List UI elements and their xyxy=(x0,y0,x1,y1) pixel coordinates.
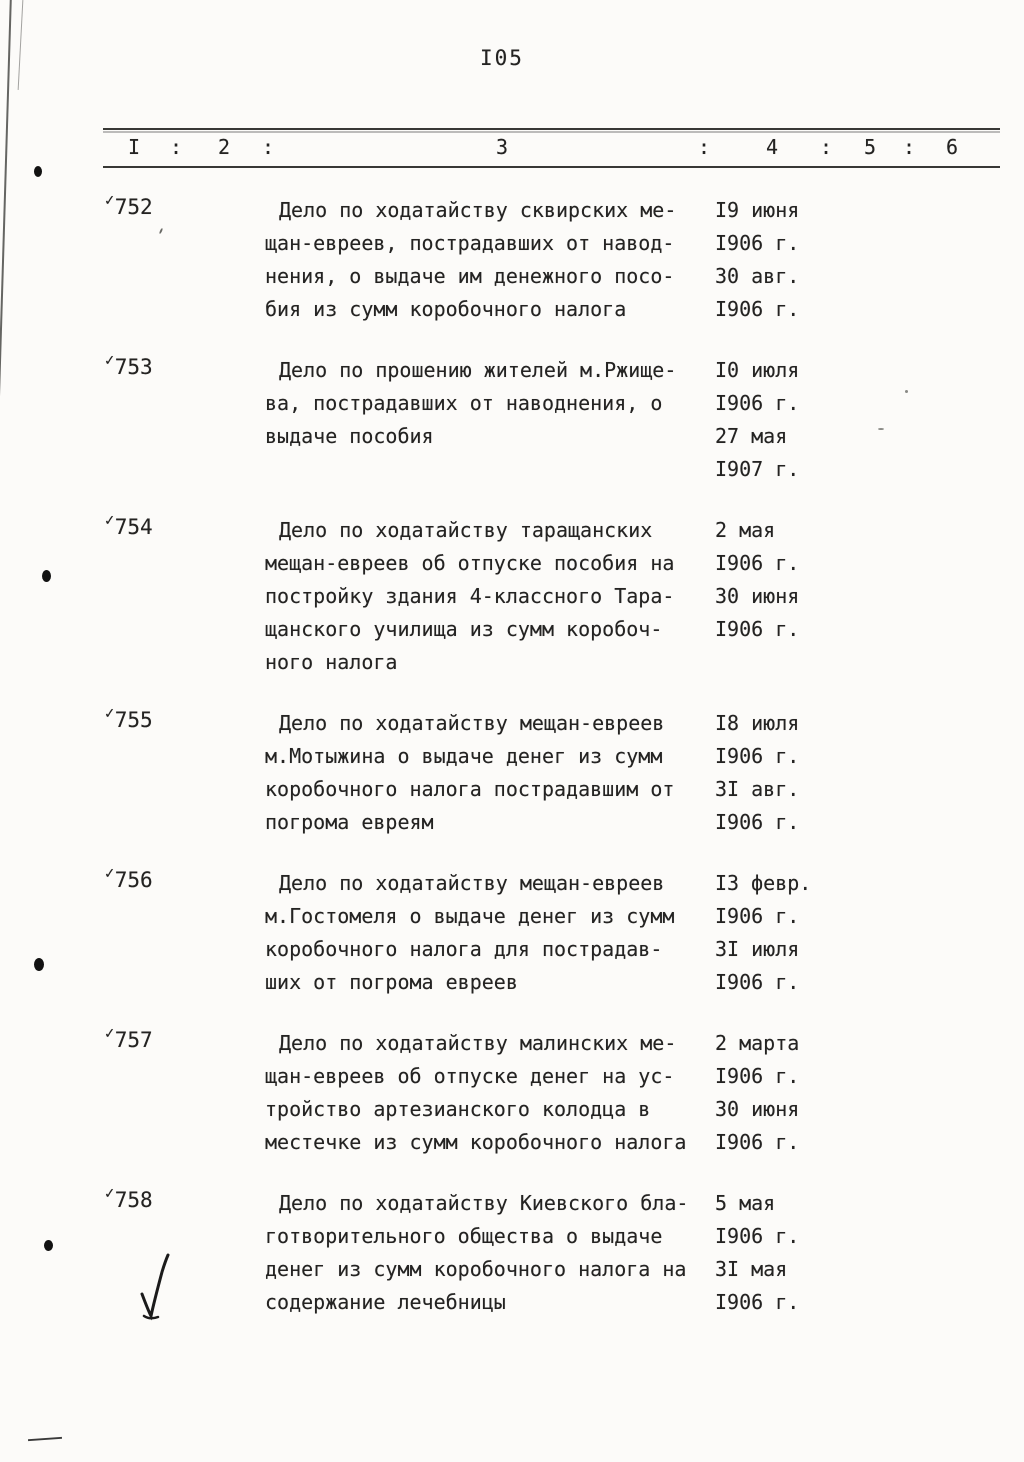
entries-list xyxy=(0,194,1024,1347)
entry-description-line: готворительного общества о выдаче xyxy=(265,1224,663,1248)
entry-number-text: 752 xyxy=(114,195,153,219)
checkmark-icon: ✓ xyxy=(103,192,117,210)
entry-description-line: местечке из сумм коробочного налога xyxy=(265,1130,687,1154)
column-header-2: 2 xyxy=(218,135,231,159)
entry-description-line: нения, о выдаче им денежного посо- xyxy=(265,264,675,288)
checkmark-icon: ✓ xyxy=(103,512,117,530)
entry-body xyxy=(265,1187,885,1319)
entry-description-line: Дело по прошению жителей м.Ржище- xyxy=(279,358,677,382)
column-separator: : xyxy=(262,135,275,159)
entry-line xyxy=(265,613,885,646)
entry-body xyxy=(265,354,885,486)
entry-line xyxy=(265,227,885,260)
entry-description-line: тройство артезианского колодца в xyxy=(265,1097,651,1121)
entry-line xyxy=(265,1093,885,1126)
header-rule-top xyxy=(103,128,1000,130)
entry-line xyxy=(265,1286,885,1319)
entry-date-line: I906 г. xyxy=(715,551,800,575)
entry-date-line: I906 г. xyxy=(715,904,800,928)
entry-line xyxy=(265,1187,885,1220)
entry-description-line xyxy=(265,453,715,486)
column-separator: : xyxy=(698,135,711,159)
entry-number-text: 756 xyxy=(114,868,153,892)
entry-description-line: денег из сумм коробочного налога на xyxy=(265,1257,687,1281)
entry-number xyxy=(103,1025,153,1052)
column-separator: : xyxy=(170,135,183,159)
entry-line xyxy=(265,646,885,679)
entry-754 xyxy=(0,514,1024,679)
entry-description-line: щанского училища из сумм коробоч- xyxy=(265,617,663,641)
entry-body xyxy=(265,867,885,999)
column-header-6: 6 xyxy=(946,135,959,159)
entry-date-line: I906 г. xyxy=(715,231,800,255)
entry-description-line: Дело по ходатайству таращанских xyxy=(279,518,653,542)
entry-description-line: выдаче пособия xyxy=(265,424,434,448)
entry-description-line: бия из сумм коробочного налога xyxy=(265,297,627,321)
entry-753 xyxy=(0,354,1024,486)
entry-date-line: I906 г. xyxy=(715,744,800,768)
entry-date-line: I8 июля xyxy=(715,711,800,735)
entry-date-line: I906 г. xyxy=(715,617,800,641)
entry-line xyxy=(265,867,885,900)
entry-line xyxy=(265,1253,885,1286)
entry-line xyxy=(265,260,885,293)
entry-description-line: щан-евреев об отпуске денег на ус- xyxy=(265,1064,675,1088)
entry-line xyxy=(265,580,885,613)
entry-number-text: 755 xyxy=(114,708,153,732)
checkmark-icon: ✓ xyxy=(103,865,117,883)
entry-line xyxy=(265,547,885,580)
entry-body xyxy=(265,1027,885,1159)
entry-description-line: погрома евреям xyxy=(265,810,434,834)
entry-description-line: постройку здания 4-классного Тара- xyxy=(265,584,675,608)
entry-date-line: I0 июля xyxy=(715,358,800,382)
entry-date-line: 2 мая xyxy=(715,518,776,542)
entry-date-line: 3I мая xyxy=(715,1257,788,1281)
entry-date-line: I906 г. xyxy=(715,297,800,321)
entry-description-line: мещан-евреев об отпуске пособия на xyxy=(265,551,675,575)
entry-description-line: ших от погрома евреев xyxy=(265,970,518,994)
entry-date-line: I907 г. xyxy=(715,457,800,481)
entry-body xyxy=(265,707,885,839)
entry-line xyxy=(265,453,885,486)
entry-number-text: 754 xyxy=(114,515,153,539)
entry-line xyxy=(265,1220,885,1253)
entry-line xyxy=(265,194,885,227)
entry-body xyxy=(265,194,885,326)
entry-line xyxy=(265,1027,885,1060)
entry-line xyxy=(265,773,885,806)
column-separator: : xyxy=(820,135,833,159)
checkmark-icon: ✓ xyxy=(103,705,117,723)
entry-line xyxy=(265,933,885,966)
entry-description-line: ного налога xyxy=(265,650,398,674)
column-header-1: I xyxy=(128,135,141,159)
entry-date-line: I3 февр. xyxy=(715,871,812,895)
entry-date-line: I906 г. xyxy=(715,1290,800,1314)
entry-line xyxy=(265,740,885,773)
entry-line xyxy=(265,900,885,933)
entry-date-line: 30 авг. xyxy=(715,264,800,288)
entry-number-text: 757 xyxy=(114,1028,153,1052)
entry-description-line: коробочного налога пострадавшим от xyxy=(265,777,675,801)
entry-date-line: I9 июня xyxy=(715,198,800,222)
entry-line xyxy=(265,806,885,839)
entry-description-line: Дело по ходатайству сквирских ме- xyxy=(279,198,677,222)
entry-number xyxy=(103,1185,153,1212)
entry-date-line: I906 г. xyxy=(715,1224,800,1248)
entry-description-line: Дело по ходатайству мещан-евреев xyxy=(279,711,665,735)
entry-755 xyxy=(0,707,1024,839)
entry-752 xyxy=(0,194,1024,326)
entry-date-line: 27 мая xyxy=(715,424,788,448)
entry-date-line: 3I авг. xyxy=(715,777,800,801)
entry-line xyxy=(265,387,885,420)
entry-date-line: I906 г. xyxy=(715,810,800,834)
entry-description-line: Дело по ходатайству мещан-евреев xyxy=(279,871,665,895)
entry-line xyxy=(265,707,885,740)
entry-number xyxy=(103,865,153,892)
checkmark-icon: ✓ xyxy=(103,1185,117,1203)
entry-date-line: 2 марта xyxy=(715,1031,800,1055)
entry-756 xyxy=(0,867,1024,999)
table-header xyxy=(0,128,1024,170)
entry-line xyxy=(265,420,885,453)
entry-line xyxy=(265,354,885,387)
entry-date-line: I906 г. xyxy=(715,1064,800,1088)
entry-number xyxy=(103,352,153,379)
entry-date-line: I906 г. xyxy=(715,1130,800,1154)
entry-body xyxy=(265,514,885,679)
entry-line xyxy=(265,514,885,547)
checkmark-icon: ✓ xyxy=(103,1025,117,1043)
entry-description-line: ва, пострадавших от наводнения, о xyxy=(265,391,663,415)
entry-date-line: 3I июля xyxy=(715,937,800,961)
entry-line xyxy=(265,1060,885,1093)
entry-description-line: Дело по ходатайству Киевского бла- xyxy=(279,1191,689,1215)
entry-description-line: коробочного налога для пострадав- xyxy=(265,937,663,961)
header-rule-bottom xyxy=(103,166,1000,168)
entry-line xyxy=(265,293,885,326)
column-separator: : xyxy=(903,135,916,159)
entry-date-line: 30 июня xyxy=(715,1097,800,1121)
entry-number xyxy=(103,705,153,732)
checkmark-icon: ✓ xyxy=(103,352,117,370)
handwritten-check-stroke-icon xyxy=(132,1250,178,1322)
entry-date-line: 30 июня xyxy=(715,584,800,608)
entry-date-line: 5 мая xyxy=(715,1191,776,1215)
entry-number-text: 753 xyxy=(114,355,153,379)
entry-number xyxy=(103,512,153,539)
scan-edge-line xyxy=(18,0,24,90)
entry-number-text: 758 xyxy=(114,1188,153,1212)
entry-description-line: м.Гостомеля о выдаче денег из сумм xyxy=(265,904,675,928)
column-header-5: 5 xyxy=(864,135,877,159)
entry-description-line: Дело по ходатайству малинских ме- xyxy=(279,1031,677,1055)
entry-description-line: м.Мотыжина о выдаче денег из сумм xyxy=(265,744,663,768)
entry-description-line: содержание лечебницы xyxy=(265,1290,506,1314)
entry-line xyxy=(265,1126,885,1159)
page-number: I05 xyxy=(480,46,524,70)
entry-date-line: I906 г. xyxy=(715,391,800,415)
entry-date-line: I906 г. xyxy=(715,970,800,994)
entry-757 xyxy=(0,1027,1024,1159)
scan-corner-mark xyxy=(28,1437,62,1441)
column-header-4: 4 xyxy=(766,135,779,159)
column-header-3: 3 xyxy=(496,135,509,159)
entry-number xyxy=(103,192,153,219)
entry-description-line: щан-евреев, пострадавших от навод- xyxy=(265,231,675,255)
entry-line xyxy=(265,966,885,999)
